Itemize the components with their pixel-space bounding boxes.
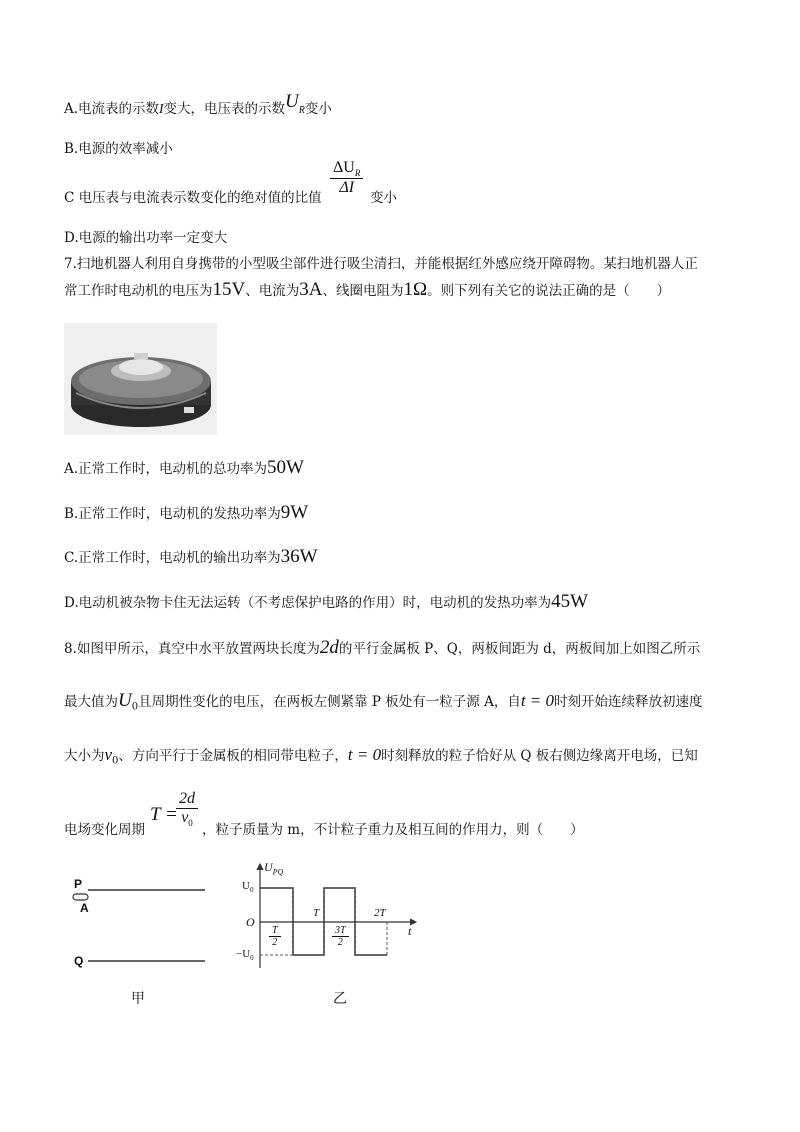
parallel-plates-diagram bbox=[70, 870, 220, 970]
label-a: A bbox=[80, 901, 89, 915]
fraction-denominator: ΔI bbox=[339, 179, 355, 197]
q7-option-a-value: 50W bbox=[267, 457, 304, 478]
period-denominator: v bbox=[181, 809, 189, 826]
q7-voltage-value: 15V bbox=[212, 279, 246, 300]
q8-text-h: 时刻释放的粒子恰好从 Q 板右侧边缘离开电场，已知 bbox=[381, 748, 698, 764]
q7-option-b-text: B.正常工作时，电动机的发热功率为 bbox=[64, 506, 281, 522]
fraction-numerator: ΔU bbox=[333, 159, 355, 176]
q8-stem-line3 bbox=[64, 744, 698, 767]
q7-resistance-value: 1Ω bbox=[403, 279, 428, 300]
q7-current-value: 3A bbox=[299, 279, 323, 300]
tick-u0: $U_0$ bbox=[242, 880, 254, 895]
q8-stem-line2 bbox=[64, 690, 703, 713]
q8-stem-line1 bbox=[64, 637, 700, 659]
voltage-symbol: U bbox=[285, 91, 299, 112]
q8-u0-sub: 0 bbox=[131, 701, 139, 713]
q8-text-e: 时刻开始连续释放初速度 bbox=[554, 694, 703, 710]
figure-yi bbox=[236, 858, 426, 978]
label-q: Q bbox=[74, 954, 84, 968]
q8-period-fraction bbox=[176, 790, 198, 828]
q8-plate-length: 2d bbox=[319, 637, 339, 658]
axis-y-label: $U_{PQ}$ bbox=[264, 860, 284, 877]
q7-option-c-text: C.正常工作时，电动机的输出功率为 bbox=[64, 550, 281, 566]
q7-option-b-value: 9W bbox=[280, 502, 309, 523]
q8-v0-sub: 0 bbox=[112, 755, 119, 767]
figure-jia bbox=[70, 870, 220, 970]
q6-option-c-fraction bbox=[330, 159, 363, 197]
particle-source-shape bbox=[73, 894, 88, 900]
q6-option-c-tail: 变小 bbox=[370, 190, 397, 206]
q8-t0-b: t = 0 bbox=[347, 745, 382, 764]
q8-text-b: 的平行金属板 P、Q，两板间距为 d，两板间加上如图乙所示 bbox=[338, 641, 701, 657]
figure-yi-caption: 乙 bbox=[333, 991, 347, 1007]
q8-stem-line4-b: ，粒子质量为 m，不计粒子重力及相互间的作用力，则（ ） bbox=[202, 822, 584, 838]
q6-option-a-text3: 变小 bbox=[304, 101, 332, 117]
q6-option-c: C 电压表与电流表示数变化的绝对值的比值 bbox=[64, 190, 322, 206]
axis-t-label: t bbox=[408, 924, 412, 938]
q6-option-d: D.电源的输出功率一定变大 bbox=[64, 230, 228, 246]
period-numerator: 2d bbox=[176, 790, 198, 809]
q8-period-lhs: T = bbox=[150, 804, 178, 825]
q7-stem-text-c: 、线圈电阻为 bbox=[322, 283, 404, 299]
voltage-subscript: R bbox=[298, 104, 305, 116]
q8-stem-line4-a: 电场变化周期 bbox=[64, 822, 145, 838]
period-denominator-sub: 0 bbox=[188, 818, 193, 829]
q7-stem-text-b: 、电流为 bbox=[245, 283, 300, 299]
q8-text-d: 且周期性变化的电压，在两板左侧紧靠 P 板处有一粒子源 A，自 bbox=[138, 694, 521, 710]
q6-option-a-text1: A.电流表的示数 bbox=[64, 101, 160, 117]
fraction-numerator-sub: R bbox=[354, 168, 361, 179]
q8-v0-symbol: v bbox=[104, 745, 113, 764]
q8-text-f: 大小为 bbox=[64, 748, 105, 764]
q7-option-d-value: 45W bbox=[551, 591, 589, 612]
q6-option-a-text2: 变大，电压表的示数 bbox=[163, 101, 286, 117]
q7-option-b bbox=[64, 502, 308, 524]
robot-vacuum-photo bbox=[64, 323, 217, 435]
q8-text-a: 8.如图甲所示，真空中水平放置两块长度为 bbox=[64, 641, 320, 657]
q7-option-a bbox=[64, 457, 304, 479]
robot-vacuum-image bbox=[64, 323, 217, 435]
q7-stem-text-a: 常工作时电动机的电压为 bbox=[64, 283, 213, 299]
origin-label: O bbox=[246, 915, 255, 929]
tick-3t-half: $\frac{3T}{2}$ bbox=[332, 925, 349, 948]
tick-neg-u0: $-U_0$ bbox=[236, 948, 254, 963]
q6-option-b: B.电源的效率减小 bbox=[64, 141, 173, 157]
current-symbol: I bbox=[159, 101, 164, 116]
tick-t: T bbox=[313, 907, 320, 919]
figure-jia-caption: 甲 bbox=[131, 991, 145, 1007]
q7-stem-line2 bbox=[64, 279, 670, 301]
q8-u0-symbol: U bbox=[118, 690, 132, 711]
q7-option-a-text: A.正常工作时，电动机的总功率为 bbox=[64, 461, 268, 477]
q6-option-a bbox=[64, 91, 332, 120]
q8-text-c: 最大值为 bbox=[64, 694, 118, 710]
q7-option-d-text: D.电动机被杂物卡住无法运转（不考虑保护电路的作用）时，电动机的发热功率为 bbox=[64, 595, 552, 611]
q7-option-d bbox=[64, 591, 588, 613]
label-p: P bbox=[74, 877, 83, 891]
q7-stem-line1: 7.扫地机器人利用自身携带的小型吸尘部件进行吸尘清扫，并能根据红外感应绕开障碍物。某扫地机器人正 bbox=[64, 256, 698, 272]
q8-t0-a: t = 0 bbox=[520, 691, 555, 710]
q7-option-c bbox=[64, 546, 318, 568]
q7-stem-text-d: 。则下列有关它的说法正确的是（ ） bbox=[427, 283, 671, 299]
tick-2t: 2T bbox=[374, 907, 386, 919]
q7-option-c-value: 36W bbox=[280, 546, 318, 567]
q8-text-g: 、方向平行于金属板的相同带电粒子， bbox=[118, 748, 348, 764]
tick-t-half: $\frac{T}{2}$ bbox=[269, 925, 281, 948]
